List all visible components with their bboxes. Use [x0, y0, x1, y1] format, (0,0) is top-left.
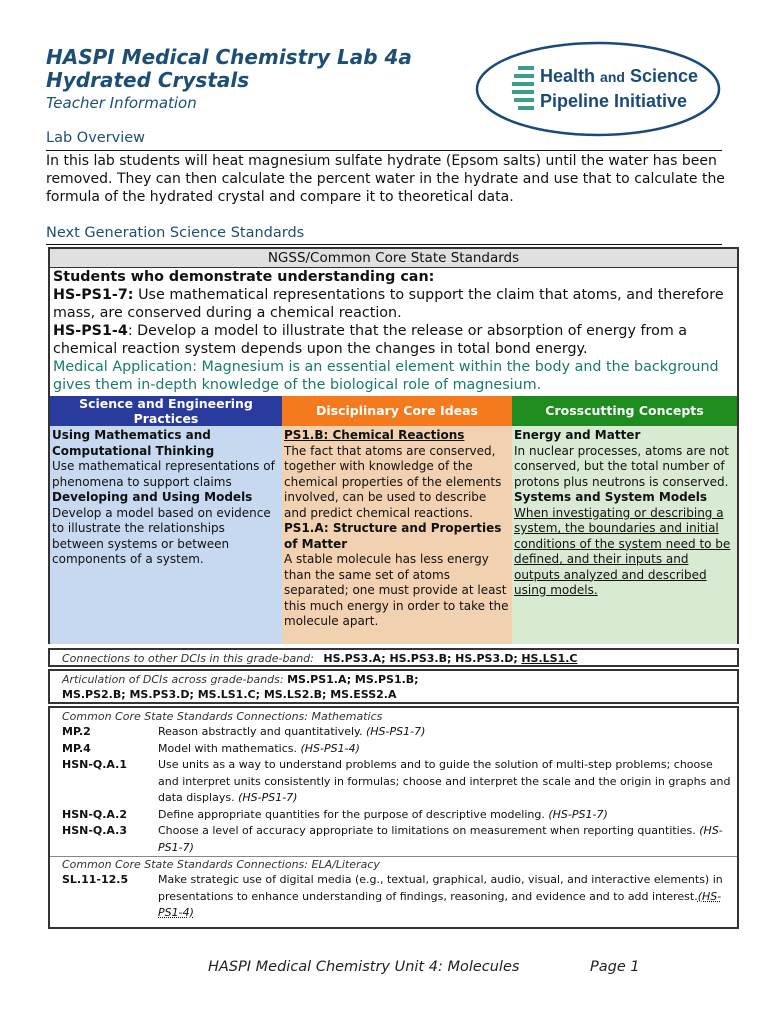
page-title	[46, 46, 412, 92]
sep-text-1: Use mathematical representations of phenomena to support claims	[52, 459, 275, 489]
ccss-ela-row	[50, 872, 737, 922]
connections-label: Connections to other DCIs in this grade-band:	[62, 652, 314, 665]
dci-column-header: Disciplinary Core Ideas	[282, 396, 512, 426]
ccss-math-row	[50, 823, 737, 856]
ccss-math-text: Reason abstractly and quantitatively. (HS-PS1-7)	[158, 725, 426, 738]
dci-heading-1: PS1.B: Chemical Reactions	[284, 428, 465, 442]
ccc-text-1: In nuclear processes, atoms are not conserved, but the total number of protons plus neutrons is conserved.	[514, 443, 729, 489]
medical-application: Medical Application: Magnesium is an essential element within the body and the background gives them in-depth knowledge of the biological role of magnesium.	[53, 359, 719, 393]
ccss-ela-code: SL.11-12.5	[62, 873, 129, 886]
logo-line-1: Health and Science	[540, 66, 698, 86]
ccss-math-code: MP.4	[62, 741, 91, 755]
ccss-math-label: Common Core State Standards Connections: Mathematics	[62, 710, 383, 723]
performance-expectations	[53, 268, 737, 394]
standards-table-title: NGSS/Common Core State Standards	[50, 249, 737, 268]
dci-text-1: The fact that atoms are conserved, together with knowledge of the chemical properties of the elements involved, can be used to describe and predict chemical reactions.	[284, 443, 502, 520]
connections-box	[48, 648, 739, 667]
dci-text-2: A stable molecule has less energy than the same set of atoms separated; one must provide at least this much energy in order to take the molecule apart.	[284, 552, 509, 628]
sep-column-header: Science and Engineering Practices	[50, 396, 282, 426]
lab-overview-heading: Lab Overview	[46, 130, 146, 146]
title-line-2: Hydrated Crystals	[46, 68, 250, 92]
ccss-math-text: Define appropriate quantities for the purpose of descriptive modeling. (HS-PS1-7)	[158, 807, 608, 821]
ccss-math-text: Choose a level of accuracy appropriate to limitations on measurement when reporting quantities. (HS-PS1-7)	[158, 824, 723, 854]
articulation-line-2: MS.PS2.B; MS.PS3.D; MS.LS1.C; MS.LS2.B; MS.ESS2.A	[62, 688, 397, 701]
ccss-math-code: MP.2	[62, 725, 91, 738]
ccss-math-text: Model with mathematics. (HS-PS1-4)	[158, 741, 360, 755]
ccss-box	[48, 706, 739, 929]
logo-text	[540, 64, 710, 113]
divider	[46, 244, 722, 245]
ngss-heading: Next Generation Science Standards	[46, 225, 305, 241]
articulation-box	[48, 669, 739, 704]
ccss-math-code: HSN-Q.A.1	[62, 758, 127, 771]
dci-heading-2: PS1.A: Structure and Properties of Matter	[284, 521, 502, 551]
sep-heading-1: Using Mathematics and Computational Thinking	[52, 428, 215, 458]
ccss-math-code: HSN-Q.A.3	[62, 824, 127, 837]
pe-hs-ps1-4: HS-PS1-4: Develop a model to illustrate that the release or absorption of energy from a chemical reaction system depends upon the changes in total bond energy.	[53, 323, 688, 357]
ccss-math-row	[50, 741, 737, 758]
articulation-line-1: MS.PS1.A; MS.PS1.B;	[287, 673, 419, 686]
ccc-text-2: When investigating or describing a system, the boundaries and initial conditions of the system need to be defined, and their inputs and outputs analyzed and described using models.	[514, 505, 731, 597]
pe-hs-ps1-7: HS-PS1-7: Use mathematical representations to support the claim that atoms, and therefore mass, are conserved during a chemical reaction.	[53, 287, 724, 321]
footer-page-number: Page 1	[590, 959, 640, 975]
column-crosscutting-concepts	[512, 396, 737, 644]
articulation-label: Articulation of DCIs across grade-bands:	[62, 673, 284, 686]
sep-text-2: Develop a model based on evidence to illustrate the relationships between systems or between components of a system.	[52, 505, 271, 566]
sep-heading-2: Developing and Using Models	[52, 490, 253, 504]
pe-intro: Students who demonstrate understanding can:	[53, 269, 435, 285]
page-subtitle: Teacher Information	[46, 94, 197, 112]
ccss-math-row	[50, 807, 737, 824]
connections-link-hs-ls1-c[interactable]: HS.LS1.C	[521, 652, 578, 665]
ccc-heading-2: Systems and System Models	[514, 490, 708, 504]
footer-unit: HASPI Medical Chemistry Unit 4: Molecules	[208, 959, 520, 975]
ccss-ela-text: Make strategic use of digital media (e.g., textual, graphical, audio, visual, and interactive elements) in presentations to enhance understanding of findings, reasoning, and evidence and to add interest.(HS-PS1-4)	[158, 873, 723, 919]
lab-overview-text: In this lab students will heat magnesium sulfate hydrate (Epsom salts) until the water has been removed. They can then calculate the percent water in the hydrate and use that to calculate the formula of the hydrated crystal and compare it to theoretical data.	[46, 153, 725, 205]
connections-items: HS.PS3.A; HS.PS3.B; HS.PS3.D;	[323, 652, 518, 665]
ccss-math-list	[50, 724, 737, 856]
ccss-math-row	[50, 757, 737, 807]
column-science-engineering-practices	[50, 396, 282, 644]
ccss-ela-label: Common Core State Standards Connections: ELA/Literacy	[62, 858, 380, 871]
ccss-math-text: Use units as a way to understand problems and to guide the solution of multi-step problems; choose and interpret units consistently in formulas; choose and interpret the scale and the origin in graphs and data displays. (HS-PS1-7)	[158, 758, 731, 804]
ccc-heading-1: Energy and Matter	[514, 428, 641, 442]
divider	[46, 150, 722, 151]
ccss-math-row	[50, 724, 737, 741]
ccss-math-code: HSN-Q.A.2	[62, 807, 127, 821]
ccc-column-header: Crosscutting Concepts	[512, 396, 737, 426]
column-disciplinary-core-ideas	[282, 396, 512, 644]
ngss-standards-table	[48, 247, 739, 644]
logo-line-2: Pipeline Initiative	[540, 91, 688, 111]
title-line-1: HASPI Medical Chemistry Lab 4a	[46, 45, 412, 69]
